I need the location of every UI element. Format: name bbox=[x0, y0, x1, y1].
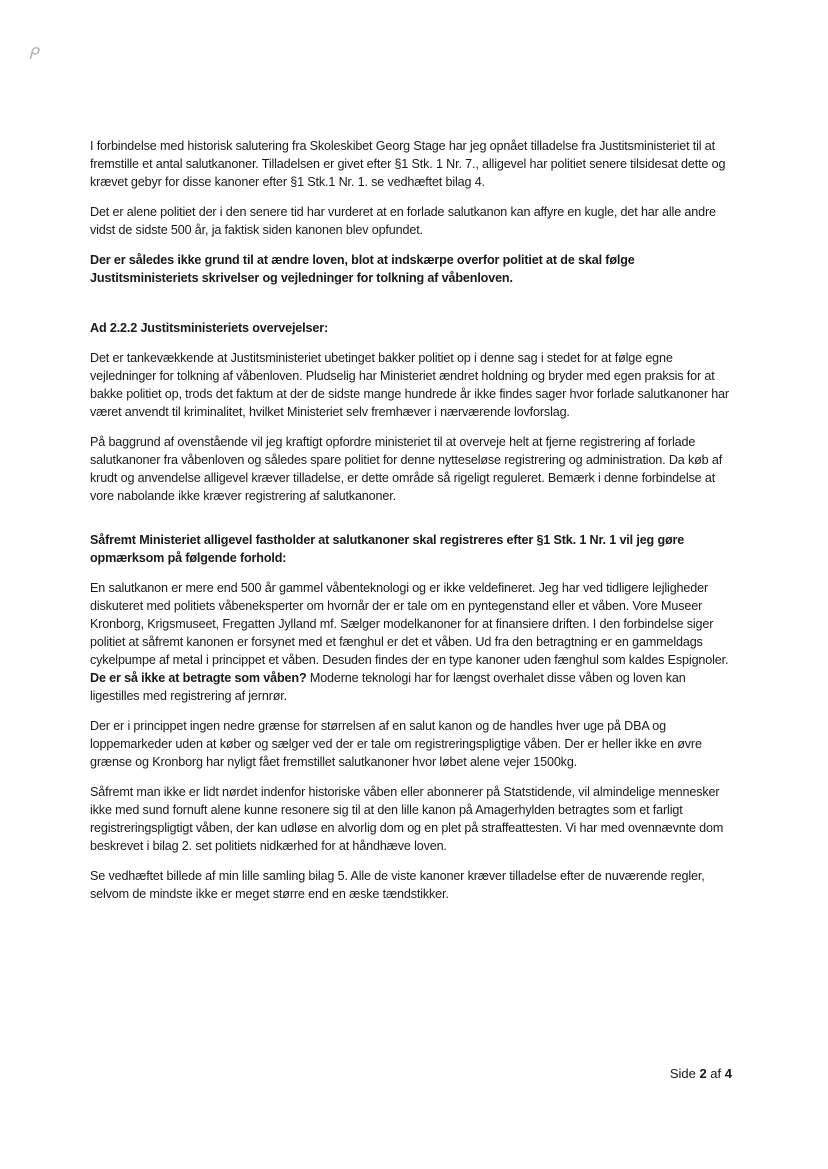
paragraph-6 bbox=[90, 579, 730, 705]
page-number-prefix: Side bbox=[669, 1066, 700, 1081]
corner-pen-mark: ᑭ bbox=[28, 44, 39, 63]
paragraph-3-bold: Der er således ikke grund til at ændre loven, blot at indskærpe overfor politiet at de skal følge Justitsministeriets skrivelser og vejledninger for tolkning af våbenloven. bbox=[90, 253, 635, 285]
paragraph-6-question: De er så ikke at betragte som våben? bbox=[90, 671, 307, 685]
paragraph-8: Såfremt man ikke er lidt nørdet indenfor historiske våben eller abonnerer på Statstidende, vil almindelige mennesker ikke med sund fornuft alene kunne resonere sig til at den lille kanon på Amagerhylden betragtes som et farligt registreringspligtigt våben, der kan udløse en alvorlig dom og en plet på straffeattesten. Vi har med ovennævnte dom beskrevet i bilag 2. set politiets nidkærhed for at håndhæve loven. bbox=[90, 785, 724, 853]
paragraph-9: Se vedhæftet billede af min lille samling bilag 5. Alle de viste kanoner kræver tilladelse efter de nuværende regler, selvom de mindste ikke er meget større end en æske tændstikker. bbox=[90, 869, 705, 901]
section-heading-registrering: Såfremt Ministeriet alligevel fastholder at salutkanoner skal registreres efter §1 Stk. 1 Nr. 1 vil jeg gøre opmærksom på følgende forhold: bbox=[90, 533, 685, 565]
page-number-total: 4 bbox=[724, 1066, 732, 1081]
paragraph-2: Det er alene politiet der i den senere tid har vurderet at en forlade salutkanon kan affyre en kugle, det har alle andre vidst de sidste 500 år, ja faktisk siden kanonen blev opfundet. bbox=[90, 205, 716, 237]
paragraph-5: På baggrund af ovenstående vil jeg kraftigt opfordre ministeriet til at overveje helt at fjerne registrering af forlade salutkanoner fra våbenloven og således spare politiet for denne nytteseløse registrering og administration. Da køb af krudt og anvendelse alligevel kræver tilladelse, er dette område så rigeligt reguleret. Bemærk i denne forbindelse at vore nabolande ikke kræver registrering af salutkanoner. bbox=[90, 435, 723, 503]
paragraph-1: I forbindelse med historisk salutering fra Skoleskibet Georg Stage har jeg opnået tilladelse fra Justitsministeriet til at fremstille et antal salutkanoner. Tilladelsen er givet efter §1 Stk. 1 Nr. 7., alligevel har politiet senere tilsidesat dette og krævet gebyr for disse kanoner efter §1 Stk.1 Nr. 1. se vedhæftet bilag 4. bbox=[90, 139, 726, 189]
paragraph-4: Det er tankevækkende at Justitsministeriet ubetinget bakker politiet op i denne sag i stedet for at følge egne vejledninger for tolkning af våbenloven. Pludselig har Ministeriet ændret holdning og bryder med egen praksis for at bakke politiet op, trods det faktum at der de sidste mange hundrede år ikke findes sager hvor forlade salutkanoner har været anvendt til kriminalitet, hvilket Ministeriet selv fremhæver i nærværende lovforslag. bbox=[90, 351, 729, 419]
section-heading-justitsministeriet: Ad 2.2.2 Justitsministeriets overvejelser: bbox=[90, 321, 328, 335]
paragraph-6-text-a: En salutkanon er mere end 500 år gammel våbenteknologi og er ikke veldefineret. Jeg har ved tidligere lejligheder diskuteret med politiets våbeneksperter om hvornår der er tale om en pyntegenstand eller et våben. Vore Museer Kronborg, Krigsmuseet, Fregatten Jylland mf. Sælger modelkanoner for at finansiere driften. I den forbindelse siger politiet at såfremt kanonen er forsynet med et fænghul er det et våben. Ud fra den betragtning er en gammeldags cykelpumpe af metal i princippet et våben. Desuden findes der en type kanoner uden fænghul som kaldes Espignoler. bbox=[90, 581, 729, 667]
page-number-current: 2 bbox=[699, 1066, 707, 1081]
paragraph-7: Der er i princippet ingen nedre grænse for størrelsen af en salut kanon og de handles hver uge på DBA og loppemarkeder uden at køber og sælger ved der er tale om registreringspligtige våben. Der er heller ikke en øvre grænse og Kronborg har nyligt fået fremstillet salutkanoner hvor løbet alene vejer 1500kg. bbox=[90, 719, 702, 769]
page-number bbox=[600, 1066, 732, 1081]
document-body bbox=[90, 137, 730, 915]
paragraph-6-text-c: Moderne teknologi har for længst overhalet disse våben og loven kan ligestilles med registrering af jernrør. bbox=[90, 671, 686, 703]
page-number-separator: af bbox=[706, 1066, 725, 1081]
